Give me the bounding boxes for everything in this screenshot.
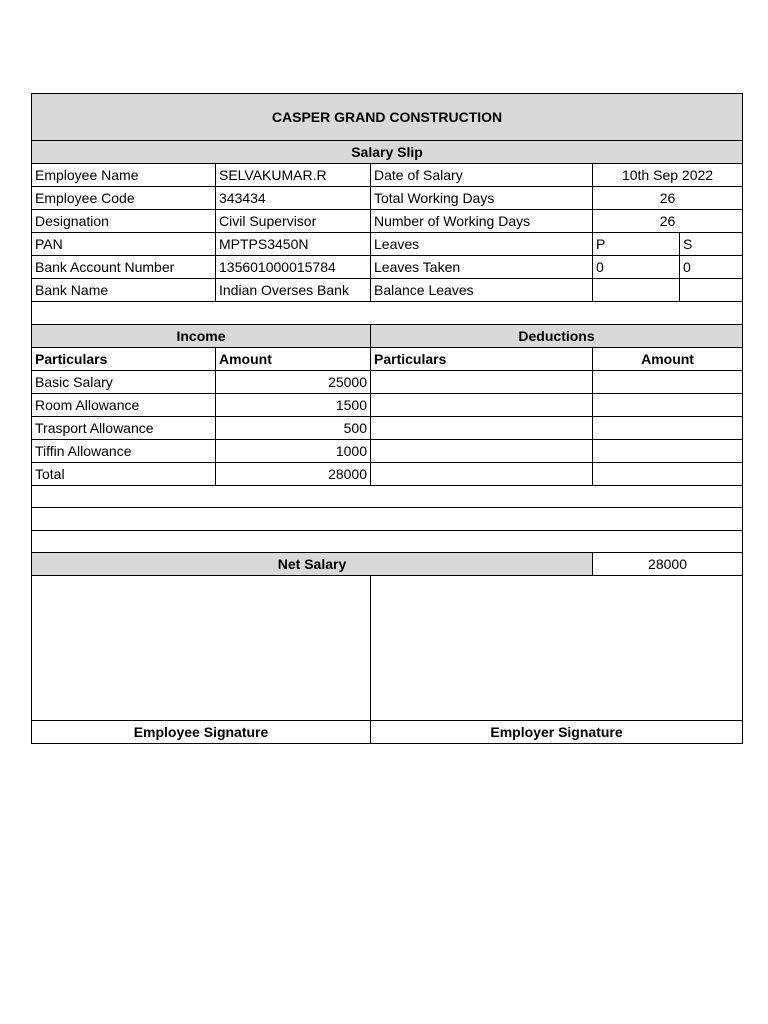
designation-label: Designation (32, 210, 216, 233)
deduction-label (371, 393, 593, 416)
income-label: Tiffin Allowance (32, 439, 216, 462)
bank-account-label: Bank Account Number (32, 256, 216, 279)
income-label: Trasport Allowance (32, 416, 216, 439)
deductions-amount-header: Amount (593, 347, 743, 370)
info-row (32, 279, 743, 302)
income-heading: Income (32, 324, 371, 347)
slip-title: Salary Slip (32, 141, 743, 164)
deduction-amount (593, 416, 743, 439)
deduction-amount (593, 393, 743, 416)
deduction-label (371, 462, 593, 485)
net-salary-value: 28000 (593, 553, 743, 576)
working-days-label: Number of Working Days (371, 210, 593, 233)
info-row (32, 187, 743, 210)
working-days-value: 26 (593, 210, 743, 233)
company-name: CASPER GRAND CONSTRUCTION (32, 94, 743, 141)
income-particulars-header: Particulars (32, 347, 216, 370)
info-row (32, 256, 743, 279)
income-amount: 500 (216, 416, 371, 439)
employee-signature-label: Employee Signature (32, 721, 371, 744)
employee-name-value: SELVAKUMAR.R (216, 164, 371, 187)
leaves-taken-s: 0 (680, 256, 743, 279)
salary-slip-table (31, 93, 743, 744)
total-row (32, 462, 743, 485)
column-header-row (32, 347, 743, 370)
table-row (32, 370, 743, 393)
info-row (32, 164, 743, 187)
income-label: Basic Salary (32, 370, 216, 393)
date-value: 10th Sep 2022 (593, 164, 743, 187)
income-total-amount: 28000 (216, 462, 371, 485)
income-total-label: Total (32, 462, 216, 485)
signature-labels (32, 721, 743, 744)
leaves-s: S (680, 233, 743, 256)
balance-leaves-s (680, 279, 743, 302)
spacer-row (32, 508, 743, 531)
income-amount: 25000 (216, 370, 371, 393)
employee-code-value: 343434 (216, 187, 371, 210)
table-row (32, 393, 743, 416)
income-label: Room Allowance (32, 393, 216, 416)
employer-signature-box (371, 576, 743, 721)
spacer-row (32, 302, 743, 325)
deduction-amount (593, 439, 743, 462)
pan-label: PAN (32, 233, 216, 256)
signature-area (32, 576, 743, 721)
income-amount-header: Amount (216, 347, 371, 370)
income-amount: 1000 (216, 439, 371, 462)
spacer-row (32, 530, 743, 553)
employer-signature-label: Employer Signature (371, 721, 743, 744)
deduction-label (371, 370, 593, 393)
spacer-row (32, 485, 743, 508)
designation-value: Civil Supervisor (216, 210, 371, 233)
deduction-label (371, 439, 593, 462)
total-days-label: Total Working Days (371, 187, 593, 210)
bank-name-value: Indian Overses Bank (216, 279, 371, 302)
employee-code-label: Employee Code (32, 187, 216, 210)
leaves-label: Leaves (371, 233, 593, 256)
leaves-p: P (593, 233, 680, 256)
bank-name-label: Bank Name (32, 279, 216, 302)
deductions-heading: Deductions (371, 324, 743, 347)
leaves-taken-p: 0 (593, 256, 680, 279)
info-row (32, 233, 743, 256)
employee-signature-box (32, 576, 371, 721)
total-days-value: 26 (593, 187, 743, 210)
employee-name-label: Employee Name (32, 164, 216, 187)
income-amount: 1500 (216, 393, 371, 416)
deduction-amount (593, 370, 743, 393)
deduction-label (371, 416, 593, 439)
pan-value: MPTPS3450N (216, 233, 371, 256)
balance-leaves-label: Balance Leaves (371, 279, 593, 302)
bank-account-value: 135601000015784 (216, 256, 371, 279)
net-salary-label: Net Salary (32, 553, 593, 576)
table-row (32, 416, 743, 439)
leaves-taken-label: Leaves Taken (371, 256, 593, 279)
net-salary-row (32, 553, 743, 576)
info-row (32, 210, 743, 233)
deduction-amount (593, 462, 743, 485)
date-label: Date of Salary (371, 164, 593, 187)
table-row (32, 439, 743, 462)
balance-leaves-p (593, 279, 680, 302)
deductions-particulars-header: Particulars (371, 347, 593, 370)
